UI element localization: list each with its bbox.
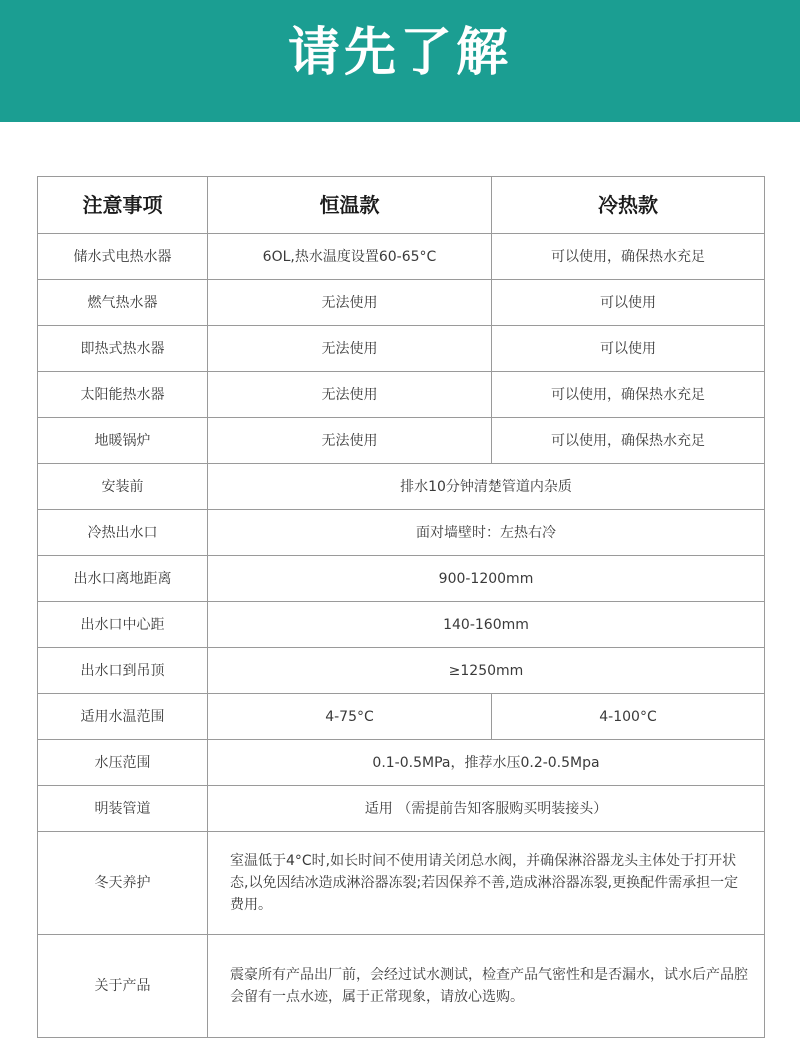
row-label: 冷热出水口 — [38, 510, 208, 556]
row-label: 地暖锅炉 — [38, 418, 208, 464]
constant-cell: 6OL,热水温度设置60-65°C — [208, 234, 492, 280]
row-label: 即热式热水器 — [38, 326, 208, 372]
hotcold-cell: 可以使用，确保热水充足 — [492, 418, 765, 464]
row-label: 水压范围 — [38, 740, 208, 786]
constant-cell: 无法使用 — [208, 326, 492, 372]
table-row — [38, 556, 765, 602]
table-row — [38, 326, 765, 372]
row-label: 出水口离地距离 — [38, 556, 208, 602]
row-label: 出水口中心距 — [38, 602, 208, 648]
row-label: 储水式电热水器 — [38, 234, 208, 280]
merged-value-cell: 适用 （需提前告知客服购买明装接头） — [208, 786, 765, 832]
table-row — [38, 648, 765, 694]
row-label: 适用水温范围 — [38, 694, 208, 740]
header-cell-notes: 注意事项 — [38, 177, 208, 234]
merged-value-cell: 排水10分钟清楚管道内杂质 — [208, 464, 765, 510]
hotcold-cell: 4-100°C — [492, 694, 765, 740]
hotcold-cell: 可以使用 — [492, 280, 765, 326]
table-row — [38, 234, 765, 280]
hotcold-cell: 可以使用 — [492, 326, 765, 372]
merged-value-cell: 面对墙壁时：左热右冷 — [208, 510, 765, 556]
table-row — [38, 935, 765, 1038]
constant-cell: 无法使用 — [208, 372, 492, 418]
table-row — [38, 464, 765, 510]
table-row — [38, 418, 765, 464]
row-label: 关于产品 — [38, 935, 208, 1038]
merged-value-cell: 140-160mm — [208, 602, 765, 648]
merged-value-cell: 900-1200mm — [208, 556, 765, 602]
merged-value-cell: 0.1-0.5MPa，推荐水压0.2-0.5Mpa — [208, 740, 765, 786]
hotcold-cell: 可以使用，确保热水充足 — [492, 372, 765, 418]
row-label: 冬天养护 — [38, 832, 208, 935]
constant-cell: 无法使用 — [208, 418, 492, 464]
table-row — [38, 740, 765, 786]
header-cell-hotcold: 冷热款 — [492, 177, 765, 234]
table-header-row — [38, 177, 765, 234]
row-label: 明装管道 — [38, 786, 208, 832]
table-row — [38, 832, 765, 935]
merged-value-cell: ≥1250mm — [208, 648, 765, 694]
table-row — [38, 786, 765, 832]
table-row — [38, 372, 765, 418]
header-banner — [0, 0, 800, 122]
constant-cell: 4-75°C — [208, 694, 492, 740]
row-label: 出水口到吊顶 — [38, 648, 208, 694]
page-title: 请先了解 — [287, 23, 512, 83]
product-note: 震豪所有产品出厂前，会经过试水测试，检查产品气密性和是否漏水，试水后产品腔会留有一点水迹，属于正常现象，请放心选购。 — [208, 935, 765, 1038]
row-label: 安装前 — [38, 464, 208, 510]
table-row — [38, 510, 765, 556]
row-label: 太阳能热水器 — [38, 372, 208, 418]
row-label: 燃气热水器 — [38, 280, 208, 326]
table-row — [38, 602, 765, 648]
constant-cell: 无法使用 — [208, 280, 492, 326]
hotcold-cell: 可以使用，确保热水充足 — [492, 234, 765, 280]
table-row — [38, 694, 765, 740]
spec-table — [37, 176, 765, 1038]
winter-care-note: 室温低于4°C时,如长时间不使用请关闭总水阀，并确保淋浴器龙头主体处于打开状态,以免因结冰造成淋浴器冻裂;若因保养不善,造成淋浴器冻裂,更换配件需承担一定费用。 — [208, 832, 765, 935]
table-row — [38, 280, 765, 326]
header-cell-constant: 恒温款 — [208, 177, 492, 234]
